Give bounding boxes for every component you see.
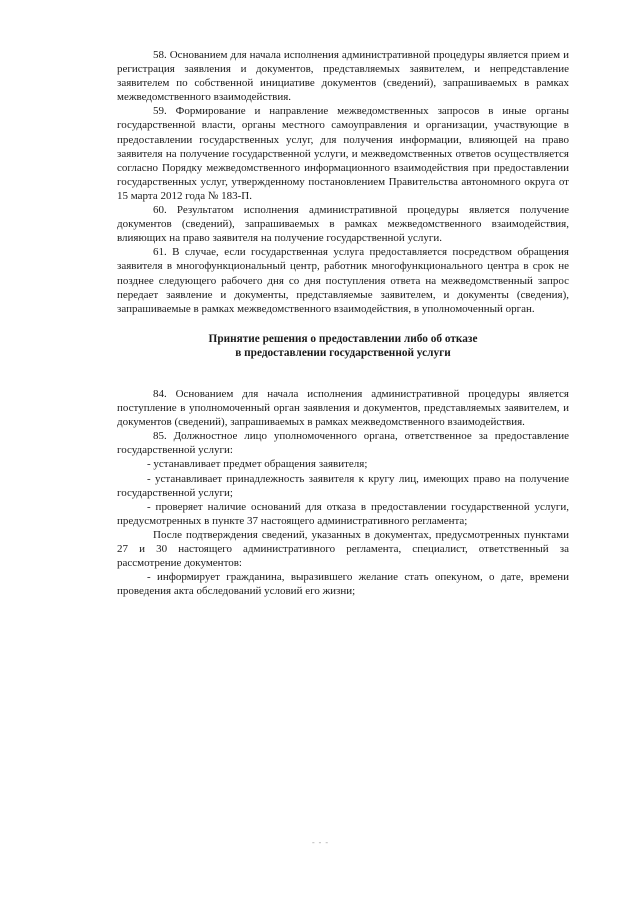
paragraph-61: 61. В случае, если государственная услуга предоставляется посредством обращения заявителя в многофункциональный центр, работник многофункционального центра в срок не позднее следующего рабочего дня со дня поступления ответа на межведомственный запрос передает заявление и документы, представляемые заявителем, и документы (сведения), запрашиваемые в рамках межведомственного взаимодействия, в уполномоченный орган. bbox=[117, 246, 569, 315]
paragraph-84: 84. Основанием для начала исполнения административной процедуры является поступление в уполномоченный орган заявления и документов, представляемых заявителем, и документов (сведений), запрашиваемых в рамках межведомственного взаимодействия. bbox=[117, 387, 569, 429]
paragraph-58: 58. Основанием для начала исполнения административной процедуры является прием и регистрация заявления и документов, представляемых заявителем, и непредставление заявителем по собственной инициативе документов (сведений), запрашиваемых в рамках межведомственного взаимодействия. bbox=[117, 49, 569, 104]
paragraph-60: 60. Результатом исполнения административной процедуры является получение документов (сведений), запрашиваемых в рамках межведомственного взаимодействия, влияющих на право заявителя на получение государственной услуги. bbox=[117, 204, 569, 245]
paragraph-85: 85. Должностное лицо уполномоченного органа, ответственное за предоставление государственной услуги: bbox=[117, 430, 569, 457]
section-heading-line-2: в предоставлении государственной услуги bbox=[235, 347, 451, 360]
document-body bbox=[117, 48, 569, 598]
page-number-mark: - - - bbox=[312, 838, 329, 847]
paragraph-59: 59. Формирование и направление межведомственных запросов в иные органы государственной власти, органы местного самоуправления и организации, участвующие в предоставлении государственных услуг, для получения информации, влияющей на право заявителя на получение государственной услуги, и межведомственных ответов осуществляется согласно Порядку межведомственного информационного взаимодействия при предоставлении государственных услуг, утвержденному постановлением Правительства автономного округа от 15 марта 2012 года № 183-П. bbox=[117, 105, 569, 202]
list-item-subject: - устанавливает предмет обращения заявителя; bbox=[147, 458, 368, 471]
list-item-inform-citizen: - информирует гражданина, выразившего желание стать опекуном, о дате, времени проведения акта обследований условий его жизни; bbox=[117, 571, 569, 598]
list-item-refusal-grounds: - проверяет наличие оснований для отказа в предоставлении государственной услуги, предусмотренных в пункте 37 настоящего административного регламента; bbox=[117, 500, 569, 527]
paragraph-after-confirmation: После подтверждения сведений, указанных в документах, предусмотренных пунктами 27 и 30 настоящего административного регламента, специалист, ответственный за рассмотрение документов: bbox=[117, 528, 569, 570]
section-heading bbox=[117, 332, 569, 361]
list-item-eligibility: - устанавливает принадлежность заявителя к кругу лиц, имеющих право на получение государственной услуги; bbox=[117, 472, 569, 499]
section-heading-line-1: Принятие решения о предоставлении либо об отказе bbox=[208, 332, 478, 345]
